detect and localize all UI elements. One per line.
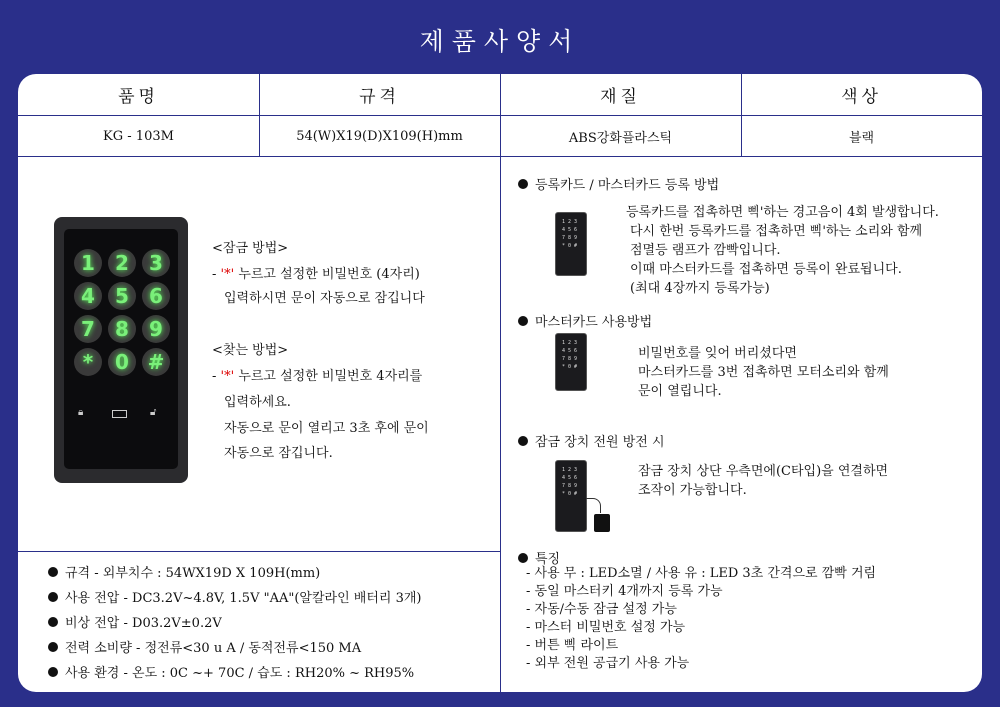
master-line-3: 문이 열립니다. <box>638 384 722 399</box>
card-line-1: 등록카드를 접촉하면 삑'하는 경고음이 4회 발생합니다. <box>626 205 939 220</box>
battery-icon <box>112 410 127 418</box>
keypad-key: 0 <box>108 348 136 376</box>
open-line-1: - '*' 누르고 설정한 비밀번호 4자리를 <box>212 369 423 384</box>
card-line-2: 다시 한번 등록카드를 접촉하면 삑'하는 소리와 함께 <box>630 224 923 239</box>
power-line-2: 조작이 가능합니다. <box>638 483 747 498</box>
open-line-2: 입력하세요. <box>224 395 291 410</box>
features-heading: 특징 <box>518 548 560 567</box>
master-line-1: 비밀번호를 잊어 버리셨다면 <box>638 346 797 361</box>
open-line-3: 자동으로 문이 열리고 3초 후에 문이 <box>224 421 429 436</box>
header-material: 재질 <box>500 74 741 116</box>
card-line-4: 이때 마스터카드를 접촉하면 등록이 완료됩니다. <box>630 262 902 277</box>
feature-item: - 버튼 삑 라이트 <box>526 638 619 653</box>
value-product-name: KG - 103M <box>18 116 259 157</box>
feature-item: - 외부 전원 공급기 사용 가능 <box>526 656 690 671</box>
feature-item: - 동일 마스터키 4개까지 등록 가능 <box>526 584 723 599</box>
keypad-key: # <box>142 348 170 376</box>
card-line-3: 점멸등 램프가 깜빡입니다. <box>630 243 781 258</box>
page-title: 제품사양서 <box>419 27 581 56</box>
keypad-thumbnail: 1 2 3 4 5 6 7 8 9 * 0 # <box>555 212 587 276</box>
keypad-thumbnail: 1 2 3 4 5 6 7 8 9 * 0 # <box>555 333 587 391</box>
feature-item: - 마스터 비밀번호 설정 가능 <box>526 620 686 635</box>
section-divider <box>18 551 500 552</box>
table-divider <box>259 74 260 156</box>
spec-item: 사용 환경 - 온도 : 0C ~+ 70C / 습도 : RH20% ~ RH95% <box>48 662 414 681</box>
spec-item: 전력 소비량 - 정전류<30 u A / 동적전류<150 MA <box>48 637 361 656</box>
power-line-1: 잠금 장치 상단 우측면에(C타입)을 연결하면 <box>638 464 889 479</box>
master-heading: 마스터카드 사용방법 <box>518 311 652 330</box>
table-divider <box>741 74 742 156</box>
open-line-4: 자동으로 잠깁니다. <box>224 446 333 461</box>
header-color: 색상 <box>741 74 982 116</box>
keypad-key: 2 <box>108 249 136 277</box>
column-divider <box>500 74 501 692</box>
keypad-key: 9 <box>142 315 170 343</box>
card-line-5: (최대 4장까지 등록가능) <box>630 281 770 296</box>
spec-item: 사용 전압 - DC3.2V~4.8V, 1.5V "AA"(알칼라인 배터리 3개) <box>48 587 421 606</box>
power-heading: 잠금 장치 전원 방전 시 <box>518 431 665 450</box>
keypad-thumbnail: 1 2 3 4 5 6 7 8 9 * 0 # <box>555 460 587 532</box>
header-dimensions: 규격 <box>259 74 500 116</box>
lock-line-1: - '*' 누르고 설정한 비밀번호 (4자리) <box>212 267 420 282</box>
header-product-name: 품명 <box>18 74 259 116</box>
unlock-icon: 🔓︎ <box>150 407 157 418</box>
power-cable-icon <box>586 498 601 513</box>
value-material: ABS강화플라스틱 <box>500 116 741 157</box>
feature-item: - 사용 무 : LED소멸 / 사용 유 : LED 3초 간격으로 깜빡 거림 <box>526 566 877 581</box>
open-heading: <찾는 방법> <box>212 343 289 358</box>
lock-line-2: 입력하시면 문이 자동으로 잠깁니다 <box>224 291 425 306</box>
feature-item: - 자동/수동 잠금 설정 가능 <box>526 602 677 617</box>
keypad-key: * <box>74 348 102 376</box>
lock-icon: 🔒︎ <box>78 407 84 418</box>
master-line-2: 마스터카드를 3번 접촉하면 모터소리와 함께 <box>638 365 889 380</box>
spec-item: 비상 전압 - D03.2V±0.2V <box>48 612 222 631</box>
power-adapter-icon <box>594 514 610 532</box>
keypad-key: 4 <box>74 282 102 310</box>
keypad-key: 5 <box>108 282 136 310</box>
lock-heading: <잠금 방법> <box>212 241 289 256</box>
card-heading: 등록카드 / 마스터카드 등록 방법 <box>518 174 719 193</box>
keypad-key: 1 <box>74 249 102 277</box>
keypad-key: 8 <box>108 315 136 343</box>
keypad-key: 7 <box>74 315 102 343</box>
keypad-key: 3 <box>142 249 170 277</box>
keypad-image <box>54 217 188 483</box>
spec-sheet <box>18 74 982 692</box>
keypad-key: 6 <box>142 282 170 310</box>
value-dimensions: 54(W)X19(D)X109(H)mm <box>259 116 500 157</box>
value-color: 블랙 <box>741 116 982 157</box>
spec-item: 규격 - 외부치수 : 54WX19D X 109H(mm) <box>48 562 320 581</box>
